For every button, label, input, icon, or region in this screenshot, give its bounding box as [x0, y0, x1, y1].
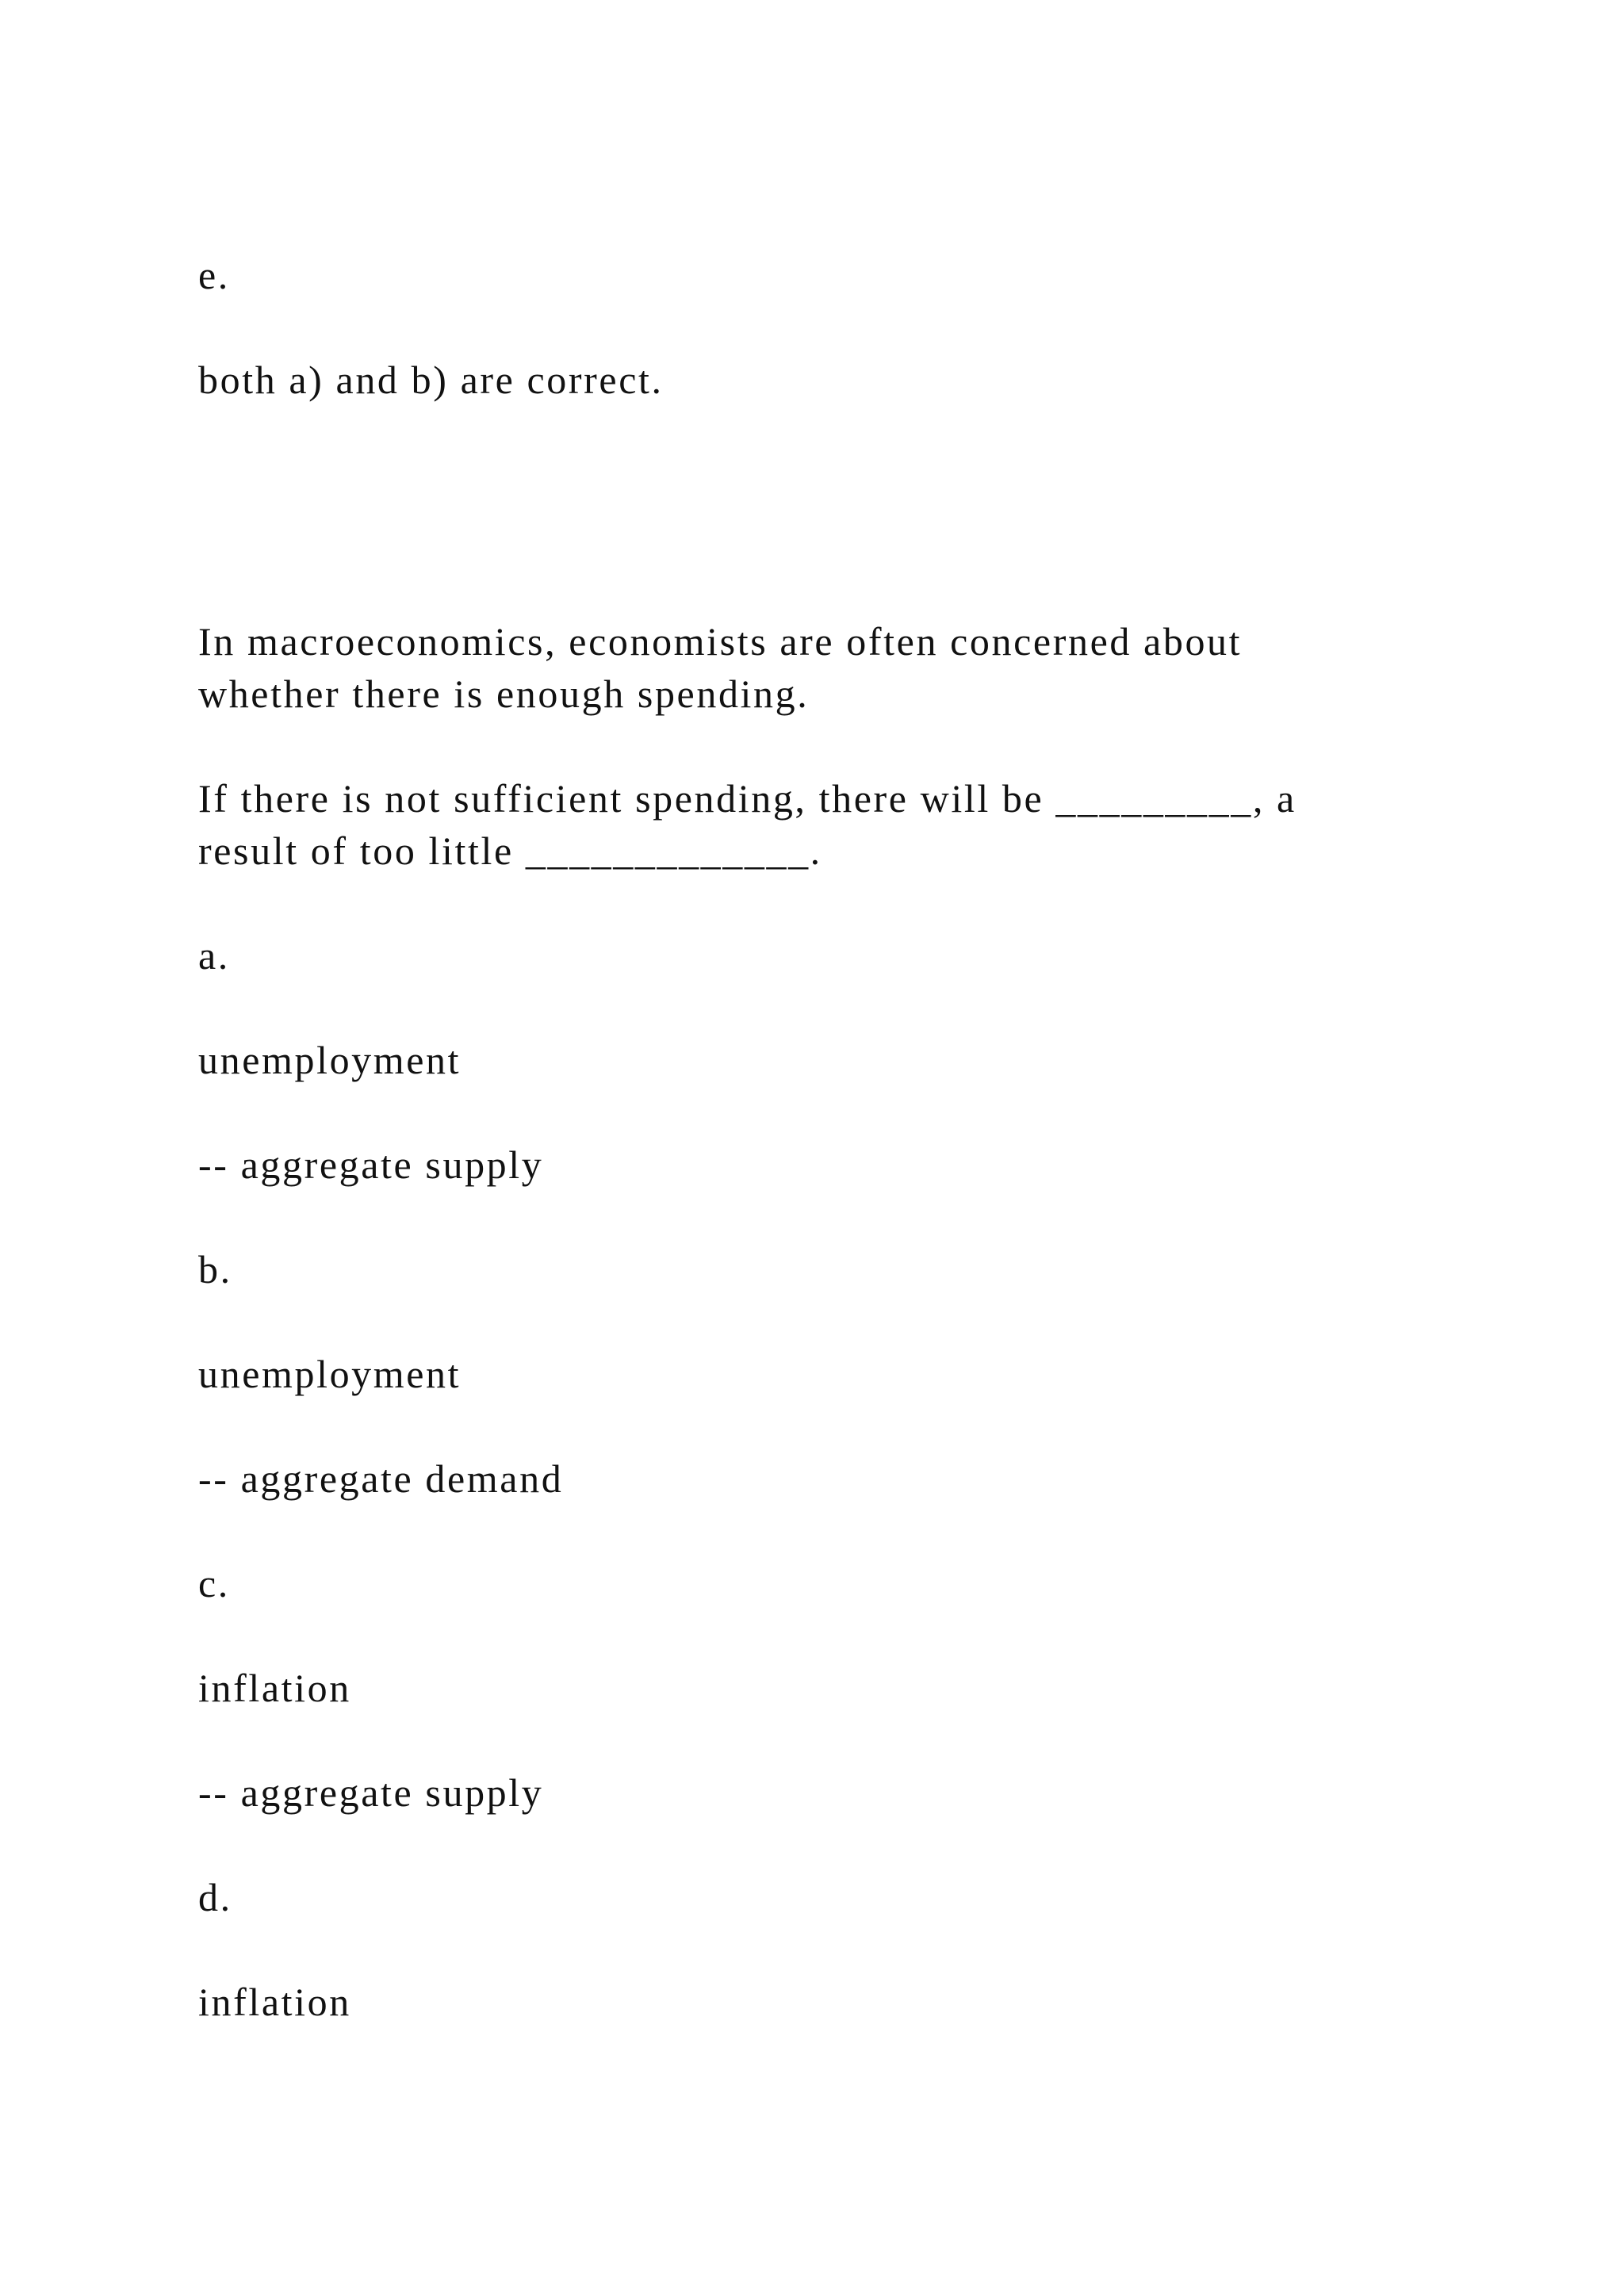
question-line-4: result of too little _____________.	[198, 828, 822, 873]
option-c-first: inflation	[198, 1666, 351, 1710]
question-line-3: If there is not sufficient spending, there will be _________, a	[198, 776, 1297, 821]
option-e-text: both a) and b) are correct.	[198, 358, 664, 402]
option-e-letter: e.	[198, 253, 230, 297]
option-b-first: unemployment	[198, 1352, 462, 1396]
question-line-1: In macroeconomics, economists are often concerned about	[198, 619, 1243, 664]
option-b-letter: b.	[198, 1247, 232, 1292]
option-a-letter: a.	[198, 933, 230, 978]
option-d-first: inflation	[198, 1980, 351, 2024]
question-line-2: whether there is enough spending.	[198, 672, 810, 716]
option-a-second: -- aggregate supply	[198, 1142, 544, 1187]
option-d-letter: d.	[198, 1875, 232, 1919]
option-b-second: -- aggregate demand	[198, 1456, 564, 1501]
option-c-second: -- aggregate supply	[198, 1770, 544, 1815]
option-c-letter: c.	[198, 1561, 230, 1605]
option-a-first: unemployment	[198, 1038, 462, 1082]
